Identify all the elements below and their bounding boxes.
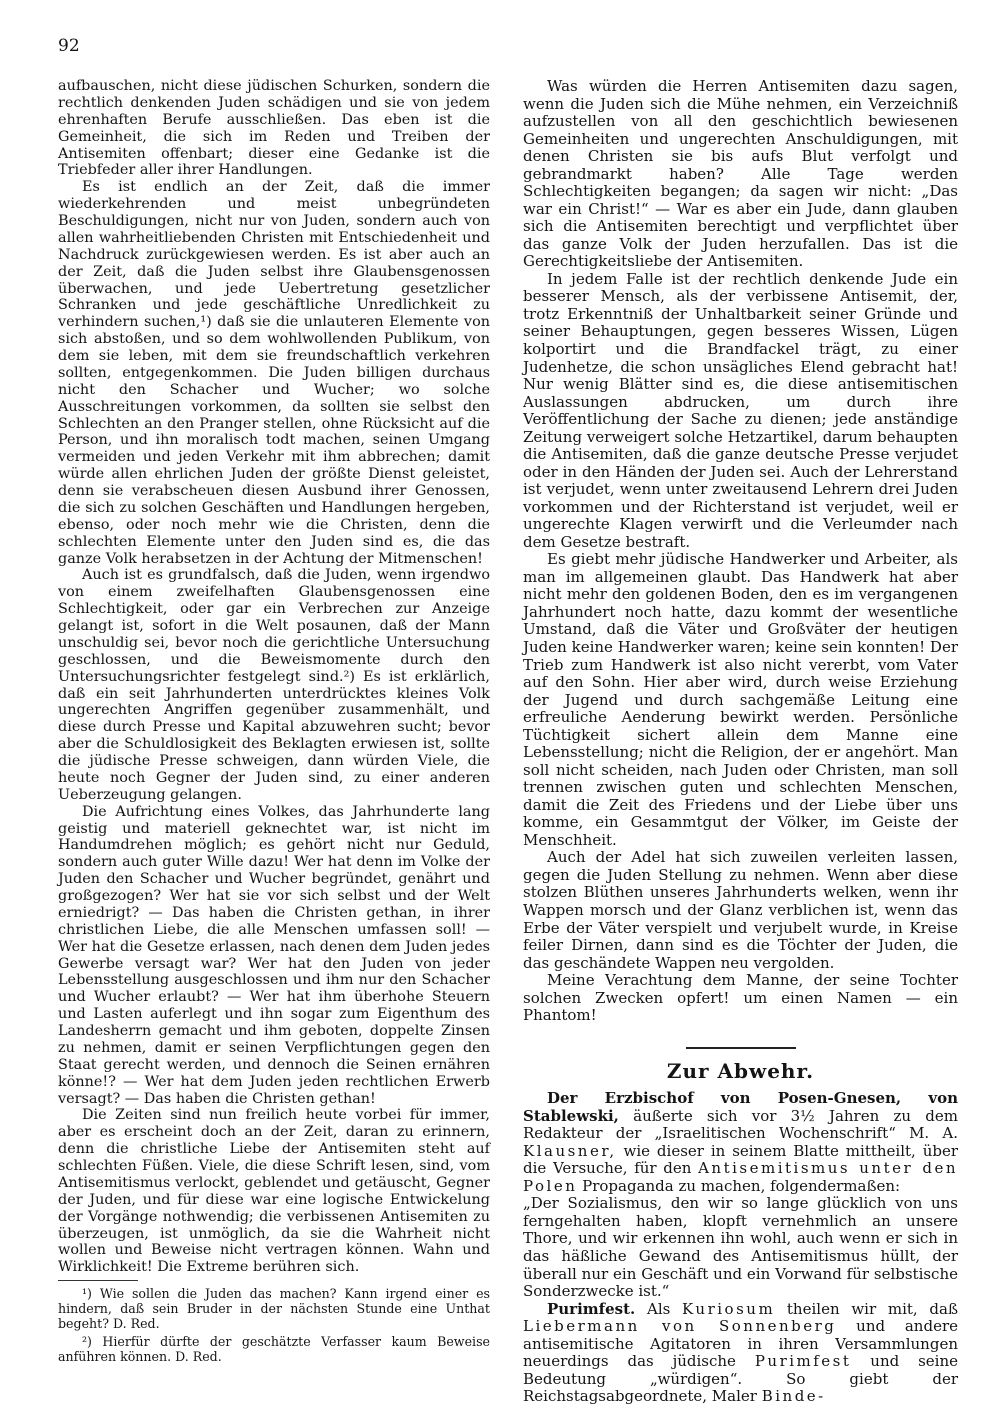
news-item-title: Purimfest. [547,1299,636,1318]
paragraph: Es ist endlich an der Zeit, daß die immer wiederkehrenden und meist unbegründeten Beschuldigungen, nicht nur von Juden, sondern auch von allen wahrheitliebenden Christen mit Entschiedenheit und Nachdruck zurückgewiesen werden. Es ist aber auch an der Zeit, daß die Juden selbst ihre Glaubensgenossen überwachen, und jede Uebertretung gesetzlicher Schranken und jede geschäftliche Unredlichkeit zu verhindern suchen,¹) daß sie die unlauteren Elemente von sich abstoßen, und so dem wohlwollenden Publikum, von dem sie leben, mit dem sie freundschaftlich verkehren sollten, entgegenkommen. Die Juden billigen durchaus nicht den Schacher und Wucher; wo solche Ausschreitungen vorkommen, da sollten sie selbst den Schlechten an den Pranger stellen, ohne Rücksicht auf die Person, und ihn moralisch todt machen, seinen Umgang vermeiden und jeden Verkehr mit ihm abbrechen; damit würde allen ehrlichen Juden der größte Dienst geleistet, denn sie verabscheuen diesen Ausbund ihrer Genossen, die sich zu solchen Geschäften und Handlungen hergeben, ebenso, oder noch mehr wie die Christen, denn die schlechten Elemente unter den Juden sind es, die das ganze Volk herabsetzen in der Achtung der Mitmenschen! [58,179,490,567]
paragraph: In jedem Falle ist der rechtlich denkende Jude ein besserer Mensch, als der verbissene Antisemit, der, trotz Erkenntniß der Unhaltbarkeit seiner Gründe und seiner Behauptungen, gegen besseres Wissen, Lügen kolportirt und die Brandfackel trägt, zu einer Judenhetze, die schon unsägliches Elend gebracht hat! Nur wenig Blätter sind es, die diese antisemitischen Auslassungen abdrucken, um durch ihre Veröffentlichung der Sache zu dienen; jede anständige Zeitung verweigert solche Hetzartikel, darum behaupten die Antisemiten, daß die ganze deutsche Presse verjudet oder in den Händen der Juden sei. Auch der Lehrerstand ist verjudet, wenn unter zweitausend Lehrern drei Juden vorkommen und der Richterstand ist verjudet, weil er ungerechte Klagen verwirft und die Verleumder nach dem Gesetze bestraft. [523,269,958,551]
text-run: und seine Bedeutung „würdigen“. So giebt der Reichstagsabgeordnete, Maler [523,1352,958,1406]
paragraph: aufbauschen, nicht diese jüdischen Schurken, sondern die rechtlich denkenden Juden schädigen und sie von jedem ehrenhaften Berufe ausschließen. Das eben ist die Gemeinheit, die sich im Reden und Treiben der Antisemiten offenbart; dieser eine Gedanke ist die Triebfeder aller ihrer Handlungen. [58,78,490,179]
emphasized-word: Kuriosum [682,1299,776,1318]
emphasized-name: Binde- [761,1387,826,1406]
page-number: 92 [58,36,80,56]
text-run: Als [635,1299,683,1318]
news-item-purim [523,1301,958,1406]
emphasized-phrase: Antisemitismus unter den Polen [523,1159,958,1195]
paragraph: Die Zeiten sind nun freilich heute vorbei für immer, aber es erscheint doch an der Zeit, daran zu erinnern, denn die christliche Liebe der Antisemiten steht auf schlechten Füßen. Viele, die diese Schrift lesen, sind, vom Antisemitismus verlockt, geblendet und getäuscht, Gegner der Juden, und für diese war eine logische Entwickelung der Vorgänge nothwendig; die verbissenen Antisemiten zu überzeugen, ist unmöglich, da sie die Wahrheit nicht wollen und Beweise nicht vertragen können. Wahn und Wirklichkeit! Die Extreme berühren sich. [58,1107,490,1276]
text-run: wie dieser in seinem Blatte mittheilt, über die Versuche, für den [523,1141,958,1178]
block-quote: „Der Sozialismus, den wir so lange glücklich von uns ferngehalten haben, klopft vernehmlich an unsere Thore, und wir erkennen ihn wohl, auch wenn er sich in das häßliche Gewand des Antisemitismus hüllt, der überall nur ein Geschäft und ein Vorwand für selbstische Sonderzwecke ist.“ [523,1194,958,1301]
paragraph: Die Aufrichtung eines Volkes, das Jahrhunderte lang geistig und materiell geknechtet war, ist nicht im Handumdrehen möglich; es gehört nicht nur Geduld, sondern auch guter Wille dazu! Wer hat denn im Volke der Juden den Schacher und Wucher begründet, genährt und großgezogen? Wer hat sie vor sich selbst und der Welt erniedrigt? — Das haben die Christen gethan, in ihrer christlichen Liebe, die alle Menschen umfassen soll! — Wer hat die Gesetze erlassen, nach denen dem Juden jedes Gewerbe versagt war? Wer hat den Juden von jeder Lebensstellung ausgeschlossen und ihm nur den Schacher und Wucher erlaubt? — Wer hat ihm überhohe Steuern und Lasten auferlegt und ihn sogar zum Eigenthum des Landesherrn gemacht und ihm geboten, doppelte Zinsen zu nehmen, damit er seinen Verpflichtungen gegen den Staat gerecht werden, und dennoch die Seinen ernähren könne!? — Wer hat dem Juden jeden rechtlichen Erwerb versagt? — Das haben die Christen gethan! [58,803,490,1107]
paragraph: Es giebt mehr jüdische Handwerker und Arbeiter, als man im allgemeinen glaubt. Das Handwerk hat aber nicht mehr den goldenen Boden, den es im vergangenen Jahrhundert noch hatte, dazu kommt der wesentliche Umstand, daß die Väter und Großväter der heutigen Juden keine Handwerker waren; keine sein konnten! Der Trieb zum Handwerk ist also nicht vererbt, vom Vater auf den Sohn. Hier aber wird, durch weise Erziehung der Jugend und durch sachgemäße Leitung eine erfreuliche Aenderung bewirkt werden. Persönliche Tüchtigkeit sichert allein dem Manne eine Lebensstellung; nicht die Religion, der er angehört. Man soll nicht scheiden, nach Juden oder Christen, man soll trennen zwischen guten und schlechten Menschen, damit die Zeit des Friedens und der Liebe über uns komme, ein Gesammtgut der Völker, im Geiste der Menschheit. [523,550,958,849]
section-divider [686,1047,796,1049]
footnote-divider [58,1280,138,1281]
paragraph: Was würden die Herren Antisemiten dazu sagen, wenn die Juden sich die Mühe nehmen, ein Verzeichniß aufzustellen von all den geschichtlich bewiesenen Gemeinheiten und ungerechten Anschuldigungen, mit denen Christen sie bis aufs Blut verfolgt und gebrandmarkt haben? Alle Tage werden Schlechtigkeiten begangen; da sagen wir nicht: „Das war ein Christ!“ — War es aber ein Jude, dann glauben sich die Antisemiten berechtigt und verpflichtet über das ganze Volk der Juden herzufallen. Das ist die Gerechtigkeitsliebe der Antisemiten. [523,77,958,271]
left-column [58,78,490,1364]
emphasized-word: Purimfest [754,1352,852,1371]
paragraph: Auch der Adel hat sich zuweilen verleiten lassen, gegen die Juden Stellung zu nehmen. Wenn aber diese stolzen Blüthen unseres Jahrhunderts welken, wenn ihr Wappen morsch und der Glanz verblichen ist, wenn das Erbe der Väter verspielt und verjubelt wurde, in Kreise feiler Dirnen, dann sind es die Töchter der Juden, die das geschändete Wappen neu vergolden. [523,848,958,972]
news-item-archbishop [523,1090,958,1195]
text-run: theilen wir mit, daß [775,1299,958,1318]
text-run: und andere antisemitische Agitatoren in ihren Versammlungen neuerdings das jüdische [523,1317,958,1371]
text-run: äußerte sich vor 3½ Jahren zu dem Redakteur der „Israelitischen Wochenschrift“ M. A. [523,1106,958,1143]
paragraph: Meine Verachtung dem Manne, der seine Tochter solchen Zwecken opfert! um einen Namen — ein Phantom! [523,971,958,1025]
footnote: ²) Hierfür dürfte der geschätzte Verfasser kaum Beweise anführen können. D. Red. [58,1334,490,1365]
emphasized-name: Liebermann von Sonnenberg [523,1317,837,1336]
text-run: Propaganda zu machen, folgendermaßen: [577,1176,901,1195]
right-column [523,78,958,1406]
paragraph: Auch ist es grundfalsch, daß die Juden, wenn irgendwo von einem zweifelhaften Glaubensgenossen eine Schlechtigkeit, oder gar ein Verbrechen zur Anzeige gelangt ist, sofort in die Welt posaunen, daß der Mann unschuldig sei, bevor noch die gerichtliche Untersuchung geschlossen, und die Beweismomente durch den Untersuchungsrichter festgelegt sind.²) Es ist erklärlich, daß ein seit Jahrhunderten unterdrücktes kleines Volk ungerechten Angriffen gegenüber zusammenhält, und diese durch Presse und Kapital abzuwehren sucht; bevor aber die Schuldlosigkeit des Beklagten erwiesen ist, sollte die jüdische Presse schweigen, dann würden Viele, die heute noch Gegner der Juden sind, zu einer anderen Ueberzeugung gelangen. [58,567,490,803]
news-item-title: Der Erzbischof von Posen-Gnesen, von Stablewski, [523,1089,958,1125]
section-heading: Zur Abwehr. [666,1058,815,1083]
emphasized-name: Klausner, [523,1141,617,1160]
footnote: ¹) Wie sollen die Juden das machen? Kann irgend einer es hindern, daß sein Bruder in der nächsten Stunde eine Unthat begeht? D. Red. [58,1286,490,1332]
